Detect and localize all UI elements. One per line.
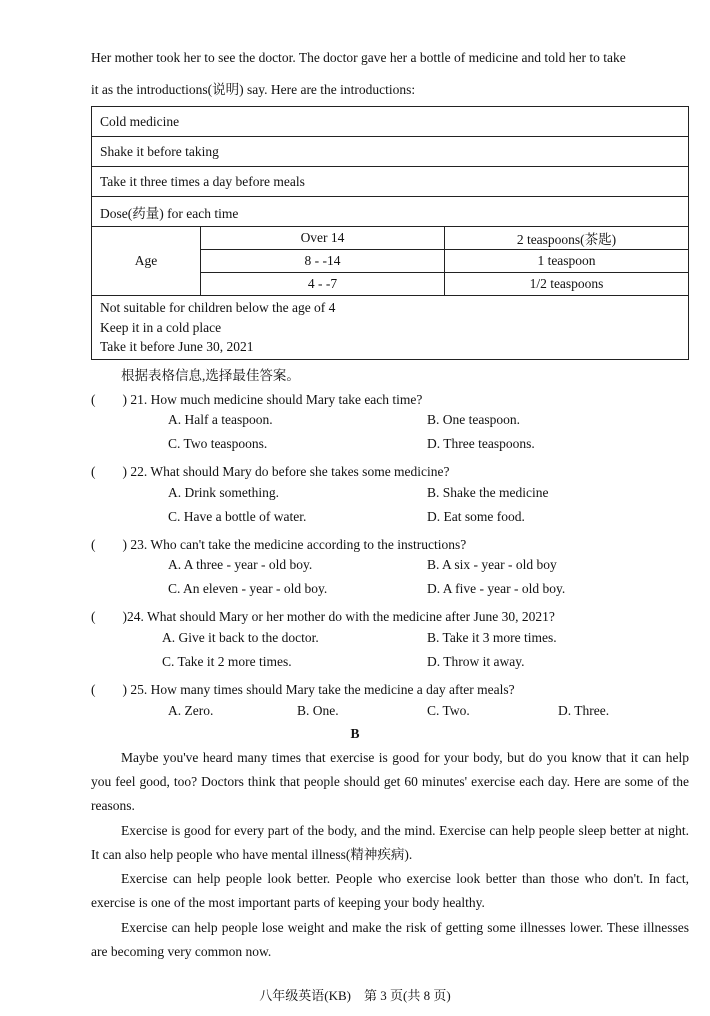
q21-option-d: D. Three teaspoons. [427, 436, 535, 451]
question-22: ( ) 22. What should Mary do before she takes some medicine? [91, 464, 450, 479]
q24-option-d: D. Throw it away. [427, 654, 525, 669]
q22-option-b: B. Shake the medicine [427, 485, 549, 500]
paragraph-1: Maybe you've heard many times that exercise is good for your body, but do you know that it can help you feel good, too? Doctors think that people should get 60 minutes' exercise each day. Here are some of the reasons. [91, 750, 689, 813]
dose-amount-3: 1/2 teaspoons [445, 273, 689, 296]
q22-option-c: C. Have a bottle of water. [168, 509, 307, 524]
dose-age-2: 8 - -14 [201, 250, 445, 273]
question-21: ( ) 21. How much medicine should Mary take each time? [91, 392, 423, 407]
q25-option-c: C. Two. [427, 703, 470, 718]
dose-age-3: 4 - -7 [201, 273, 445, 296]
q24-option-b: B. Take it 3 more times. [427, 630, 557, 645]
intro-line-2: it as the introductions(说明) say. Here are the introductions: [91, 82, 416, 97]
age-label: Age [92, 227, 201, 296]
q24-option-a: A. Give it back to the doctor. [162, 630, 319, 645]
question-23: ( ) 23. Who can't take the medicine according to the instructions? [91, 537, 467, 552]
q21-option-c: C. Two teaspoons. [168, 436, 268, 451]
q24-option-c: C. Take it 2 more times. [162, 654, 292, 669]
instruction: 根据表格信息,选择最佳答案。 [121, 368, 300, 383]
table-row-name: Cold medicine [92, 107, 689, 137]
dose-amount-1: 2 teaspoons(茶匙) [445, 227, 689, 250]
intro-line-1: Her mother took her to see the doctor. The doctor gave her a bottle of medicine and told her to take [91, 50, 626, 65]
dose-amount-2: 1 teaspoon [445, 250, 689, 273]
q22-option-d: D. Eat some food. [427, 509, 525, 524]
note-expiry: Take it before June 30, 2021 [100, 339, 254, 354]
question-24: ( )24. What should Mary or her mother do with the medicine after June 30, 2021? [91, 609, 555, 624]
table-row-frequency: Take it three times a day before meals [92, 167, 689, 197]
q23-option-a: A. A three - year - old boy. [168, 557, 313, 572]
paragraph-3: Exercise can help people look better. People who exercise look better than those who don't. In fact, exercise is one of the most important parts of keeping your body healthy. [91, 871, 689, 910]
q23-option-c: C. An eleven - year - old boy. [168, 581, 328, 596]
q25-option-a: A. Zero. [168, 703, 214, 718]
medicine-table [91, 106, 689, 360]
section-b-heading: B [350, 726, 360, 741]
q21-option-b: B. One teaspoon. [427, 412, 520, 427]
dose-subtable [201, 227, 688, 295]
q21-option-a: A. Half a teaspoon. [168, 412, 273, 427]
paragraph-4: Exercise can help people lose weight and make the risk of getting some illnesses lower. These illnesses are becoming very common now. [91, 920, 689, 959]
q23-option-d: D. A five - year - old boy. [427, 581, 566, 596]
q25-option-b: B. One. [297, 703, 339, 718]
note-age-limit: Not suitable for children below the age of 4 [100, 300, 336, 315]
table-notes [92, 296, 689, 360]
dose-age-1: Over 14 [201, 227, 445, 250]
q23-option-b: B. A six - year - old boy [427, 557, 557, 572]
q22-option-a: A. Drink something. [168, 485, 279, 500]
table-row-shake: Shake it before taking [92, 137, 689, 167]
table-row-dose-header: Dose(药量) for each time [92, 197, 689, 227]
paragraph-2: Exercise is good for every part of the body, and the mind. Exercise can help people sleep better at night. It can also help people who have mental illness(精神疾病). [91, 823, 689, 862]
page-footer: 八年级英语(KB) 第 3 页(共 8 页) [259, 988, 451, 1003]
dose-subtable-cell [201, 227, 689, 296]
question-25: ( ) 25. How many times should Mary take the medicine a day after meals? [91, 682, 515, 697]
q25-option-d: D. Three. [558, 703, 610, 718]
note-storage: Keep it in a cold place [100, 319, 222, 335]
